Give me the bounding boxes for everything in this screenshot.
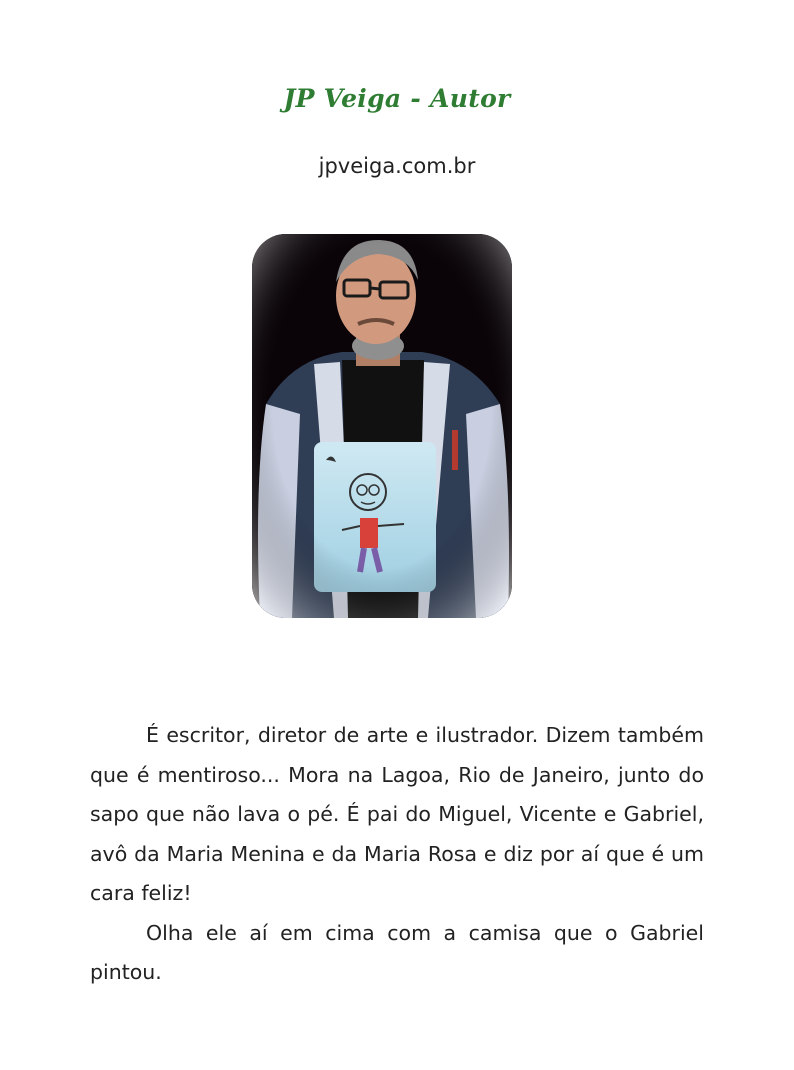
bio-paragraph-2: Olha ele aí em cima com a camisa que o Gabriel pintou.: [90, 920, 704, 984]
author-website: jpveiga.com.br: [318, 154, 476, 178]
page-title: JP Veiga - Autor: [283, 84, 511, 113]
author-photo: [252, 234, 512, 618]
author-portrait-illustration: [252, 234, 512, 618]
author-bio: [90, 716, 704, 993]
bio-paragraph-1: É escritor, diretor de arte e ilustrador. Dizem também que é mentiroso... Mora na Lagoa, Rio de Janeiro, junto do sapo que não lava o pé. É pai do Miguel, Vicente e Gabriel, avô da Maria Menina e da Maria Rosa e diz por aí que é um cara feliz!: [90, 723, 704, 905]
